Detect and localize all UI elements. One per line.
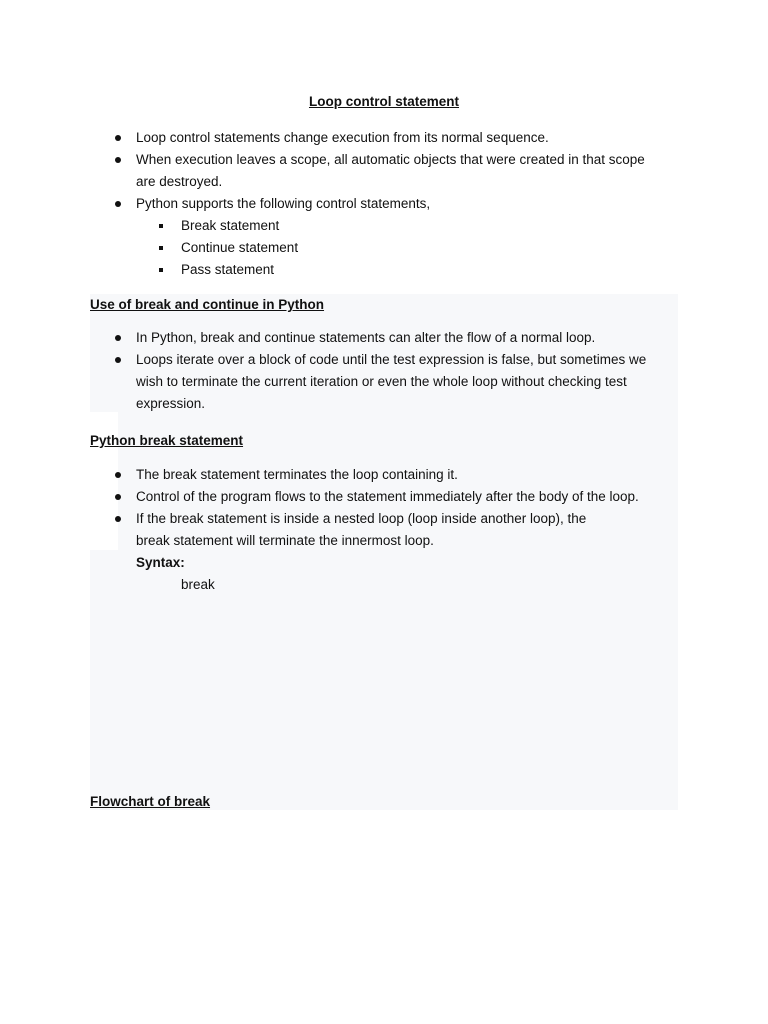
bullet-dot (115, 335, 121, 341)
bullet-dot (115, 357, 121, 363)
syntax-label: Syntax: (136, 555, 185, 570)
page-title: Loop control statement (308, 94, 459, 109)
section-heading-break: Python break statement (90, 433, 244, 448)
intro-bullet-3: Python supports the following control statements, (136, 196, 431, 211)
bullet-dot (115, 157, 121, 163)
bullet-dot (115, 494, 121, 500)
section-heading-flowchart: Flowchart of break (90, 794, 211, 809)
section-heading-break-continue: Use of break and continue in Python (90, 297, 325, 312)
section1-bullet-2-cont: wish to terminate the current iteration or even the whole loop without checking test (136, 374, 627, 389)
section1-bullet-2: Loops iterate over a block of code until the test expression is false, but sometimes we (136, 352, 647, 367)
bullet-dot (115, 472, 121, 478)
section2-bullet-2: Control of the program flows to the statement immediately after the body of the loop. (136, 489, 639, 504)
bullet-dot (115, 201, 121, 207)
sub-item-break: Break statement (181, 218, 280, 233)
sub-item-pass: Pass statement (181, 262, 275, 277)
syntax-code: break (181, 577, 215, 592)
square-bullet (159, 246, 163, 250)
section2-bullet-1: The break statement terminates the loop containing it. (136, 467, 458, 482)
bullet-dot (115, 135, 121, 141)
section1-bullet-2-cont2: expression. (136, 396, 206, 411)
sub-item-continue: Continue statement (181, 240, 299, 255)
square-bullet (159, 224, 163, 228)
shaded-block-bottom (90, 550, 678, 810)
section2-bullet-3-cont: break statement will terminate the innermost loop. (136, 533, 434, 548)
square-bullet (159, 268, 163, 272)
intro-bullet-1: Loop control statements change execution from its normal sequence. (136, 130, 549, 145)
section1-bullet-1: In Python, break and continue statements can alter the flow of a normal loop. (136, 330, 596, 345)
intro-bullet-2: When execution leaves a scope, all automatic objects that were created in that scope (136, 152, 645, 167)
section2-bullet-3: If the break statement is inside a nested loop (loop inside another loop), the (136, 511, 587, 526)
bullet-dot (115, 516, 121, 522)
intro-bullet-2-cont: are destroyed. (136, 174, 223, 189)
